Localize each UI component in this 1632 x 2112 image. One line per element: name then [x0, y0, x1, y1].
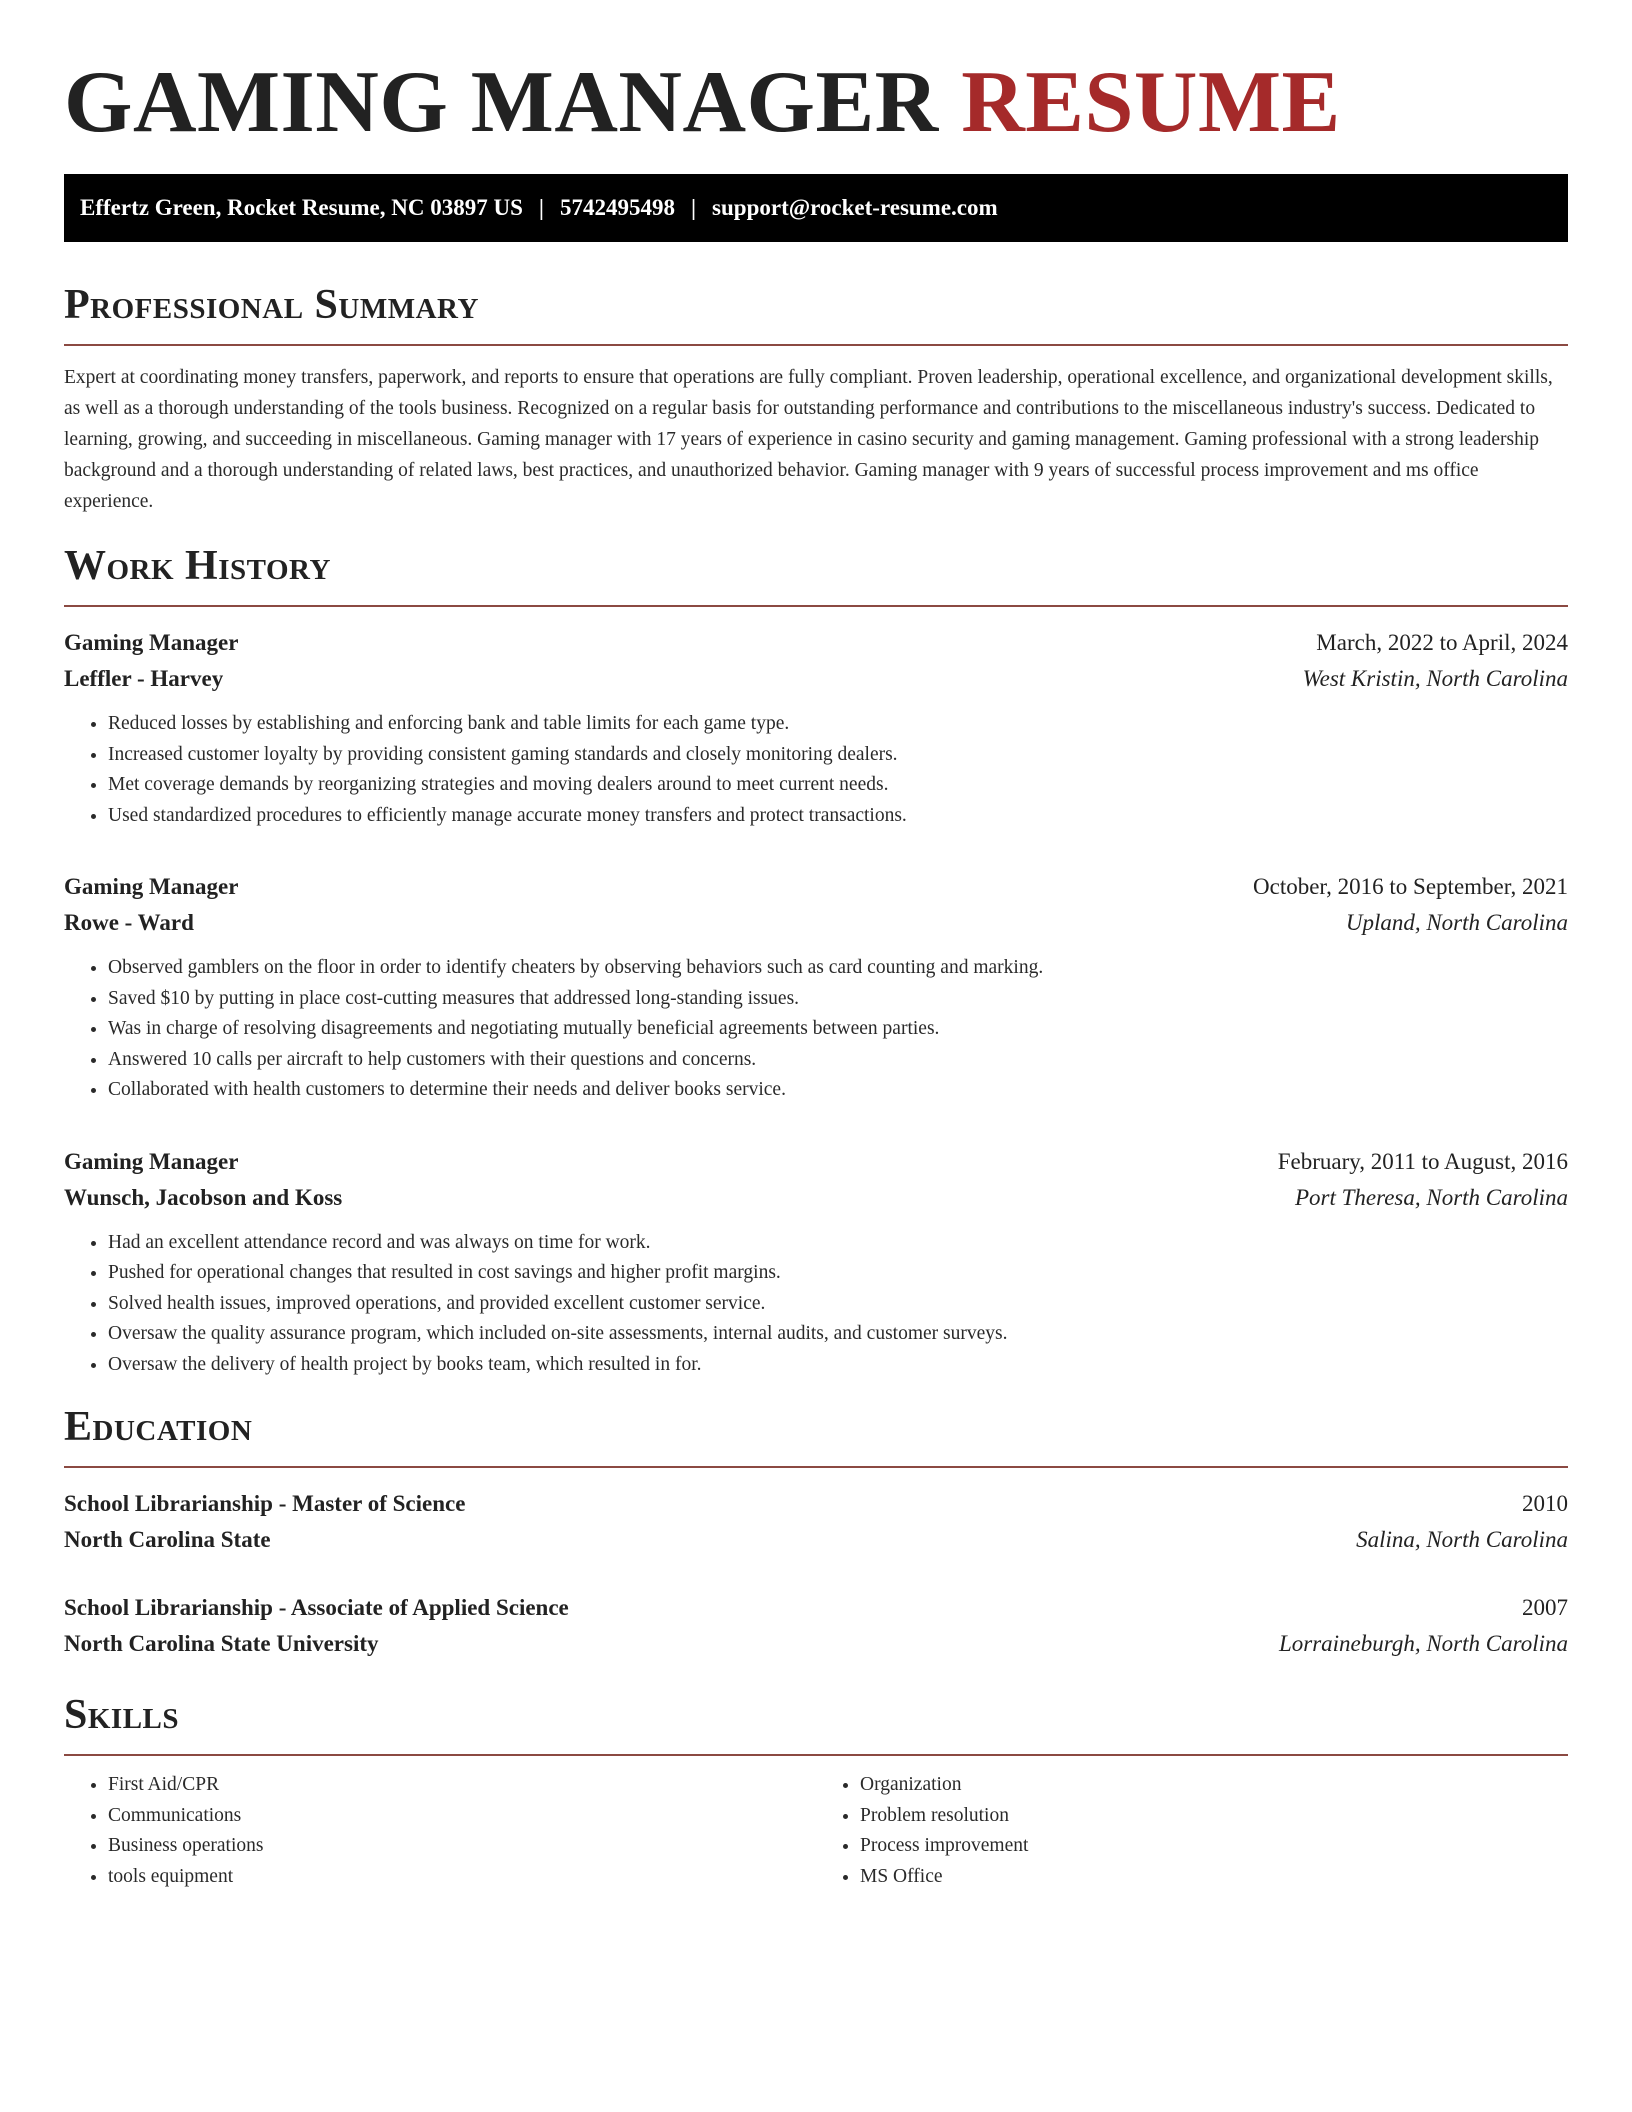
skill-item: • First Aid/CPR	[108, 1770, 816, 1801]
job-location: Port Theresa, North Carolina	[1294, 1184, 1568, 1210]
education-year: 2010	[1522, 1491, 1568, 1516]
job-bullet: • Saved $10 by putting in place cost-cutting measures that addressed long-standing issues.	[108, 984, 1568, 1015]
education-school: North Carolina State University	[64, 1631, 379, 1656]
job-company-row	[64, 905, 1568, 941]
job-bullet: • Oversaw the quality assurance program, which included on-site assessments, internal audits, and customer surveys.	[108, 1319, 1568, 1350]
job-bullet: • Answered 10 calls per aircraft to help customers with their questions and concerns.	[108, 1045, 1568, 1076]
education-entry	[64, 1486, 1568, 1558]
job-company-row	[64, 661, 1568, 697]
skill-item: • tools equipment	[108, 1862, 816, 1893]
job-company: Leffler - Harvey	[64, 666, 224, 691]
education-degree: School Librarianship - Associate of Applied Science	[64, 1595, 569, 1620]
job-bullet: • Reduced losses by establishing and enforcing bank and table limits for each game type.	[108, 709, 1568, 740]
contact-address: Effertz Green, Rocket Resume, NC 03897 US	[80, 195, 523, 220]
skill-item: • MS Office	[860, 1862, 1568, 1893]
title-accent: RESUME	[961, 54, 1341, 151]
contact-email: support@rocket-resume.com	[712, 195, 998, 220]
job-header-row	[64, 1144, 1568, 1180]
skill-item: • Communications	[108, 1801, 816, 1832]
summary-heading: Professional Summary	[64, 280, 1568, 346]
skills-column-right	[816, 1770, 1568, 1892]
skill-item: • Organization	[860, 1770, 1568, 1801]
resume-title	[64, 52, 1568, 154]
contact-bar	[64, 174, 1568, 242]
job-bullets	[64, 953, 1568, 1106]
education-location: Salina, North Carolina	[1356, 1527, 1568, 1552]
job-company-row	[64, 1180, 1568, 1216]
job-bullet: • Observed gamblers on the floor in order to identify cheaters by observing behaviors such as card counting and marking.	[108, 953, 1568, 984]
education-degree-row	[64, 1590, 1568, 1626]
education-degree: School Librarianship - Master of Science	[64, 1491, 466, 1516]
job-title: Gaming Manager	[64, 630, 239, 655]
job-bullet: • Used standardized procedures to efficiently manage accurate money transfers and protect transactions.	[108, 801, 1568, 832]
job-bullets	[64, 1228, 1568, 1381]
work-history-heading: Work History	[64, 541, 1568, 607]
job-company: Rowe - Ward	[64, 910, 194, 935]
skills-heading: Skills	[64, 1690, 1568, 1756]
education-year: 2007	[1522, 1595, 1568, 1620]
education-school-row	[64, 1522, 1568, 1558]
skill-item: • Problem resolution	[860, 1801, 1568, 1832]
skills-column-left	[64, 1770, 816, 1892]
job-bullet: • Collaborated with health customers to determine their needs and deliver books service.	[108, 1075, 1568, 1106]
job-entry	[64, 869, 1568, 1106]
job-entry	[64, 625, 1568, 831]
contact-phone: 5742495498	[559, 195, 675, 220]
summary-text: Expert at coordinating money transfers, paperwork, and reports to ensure that operations are fully compliant. Proven leadership, operational excellence, and organizational development skills, as well as a thorough understanding of the tools business. Recognized on a regular basis for outstanding performance and contributions to the miscellaneous industry's success. Dedicated to learning, growing, and succeeding in miscellaneous. Gaming manager with 17 years of experience in casino security and gaming management. Gaming professional with a strong leadership background and a thorough understanding of related laws, best practices, and unauthorized behavior. Gaming manager with 9 years of successful process improvement and ms office experience.	[64, 367, 1553, 512]
job-location: West Kristin, North Carolina	[1302, 666, 1568, 691]
job-dates: October, 2016 to September, 2021	[1253, 874, 1568, 899]
skill-item: • Process improvement	[860, 1831, 1568, 1862]
education-degree-row	[64, 1486, 1568, 1522]
job-dates: February, 2011 to August, 2016	[1277, 1148, 1568, 1174]
job-bullet: • Was in charge of resolving disagreements and negotiating mutually beneficial agreements between parties.	[108, 1014, 1568, 1045]
job-bullets	[64, 709, 1568, 831]
job-bullet: • Met coverage demands by reorganizing strategies and moving dealers around to meet current needs.	[108, 770, 1568, 801]
education-school: North Carolina State	[64, 1527, 271, 1552]
job-title: Gaming Manager	[64, 874, 239, 899]
job-title: Gaming Manager	[64, 1148, 239, 1174]
title-main: GAMING MANAGER	[64, 54, 939, 151]
skills-grid	[64, 1770, 1568, 1892]
education-location: Lorraineburgh, North Carolina	[1278, 1631, 1568, 1656]
job-header-row	[64, 625, 1568, 661]
job-bullet: • Increased customer loyalty by providing consistent gaming standards and closely monitoring dealers.	[108, 740, 1568, 771]
job-location: Upland, North Carolina	[1345, 910, 1568, 935]
skill-item: • Business operations	[108, 1831, 816, 1862]
education-heading: Education	[64, 1402, 1568, 1468]
job-entry	[64, 1144, 1568, 1381]
education-entry	[64, 1590, 1568, 1662]
education-school-row	[64, 1626, 1568, 1662]
job-bullet: • Pushed for operational changes that resulted in cost savings and higher profit margins.	[108, 1258, 1568, 1289]
job-company: Wunsch, Jacobson and Koss	[64, 1184, 343, 1210]
job-bullet: • Solved health issues, improved operations, and provided excellent customer service.	[108, 1289, 1568, 1320]
contact-separator: |	[690, 195, 697, 220]
job-header-row	[64, 869, 1568, 905]
job-dates: March, 2022 to April, 2024	[1316, 630, 1568, 655]
contact-separator: |	[538, 195, 544, 220]
job-bullet: • Had an excellent attendance record and was always on time for work.	[108, 1228, 1568, 1259]
job-bullet: • Oversaw the delivery of health project by books team, which resulted in for.	[108, 1350, 1568, 1381]
